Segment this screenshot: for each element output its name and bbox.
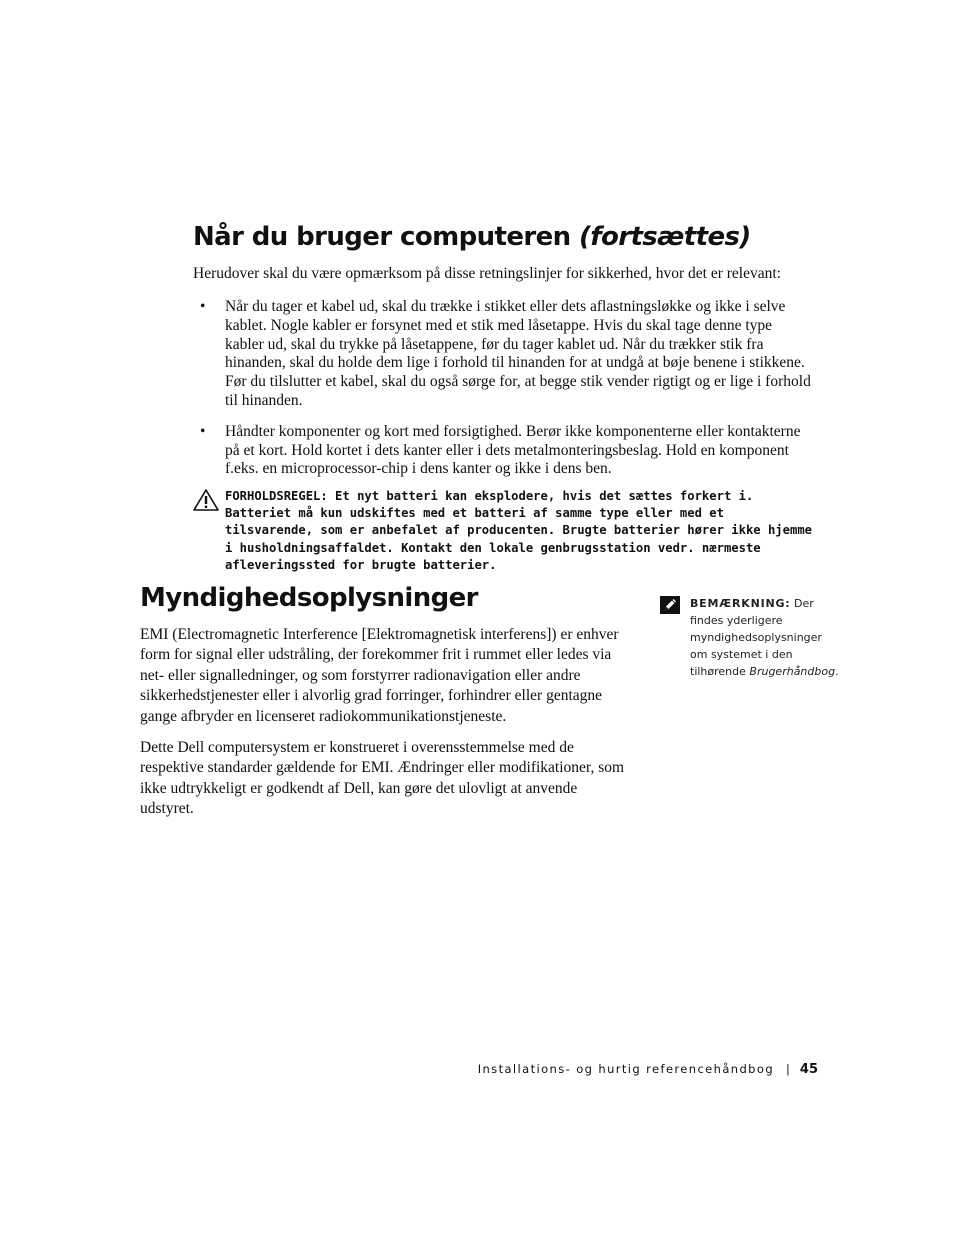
bullet-dot-icon: •: [200, 298, 206, 315]
section-heading-continued: (fortsættes): [578, 222, 751, 252]
footer-separator: |: [786, 1062, 790, 1076]
safety-bullet-list: [193, 298, 813, 491]
regulatory-heading: Myndighedsoplysninger: [140, 583, 478, 613]
bullet-item: [193, 298, 813, 411]
note-body: Der findes yderligere myndighedsoplysninger om systemet i den tilhørende: [690, 597, 822, 678]
bullet-text: Når du tager et kabel ud, skal du trække i stikket eller dets aflastningsløkke og ikke i selve kablet. Nogle kabler er forsynet med et stik med låsetappe. Hvis du skal tage denne type kabler ud, skal du trykke på låsetappene, før du tager kablet ud. Når du trækker stik fra hinanden, skal du holde dem lige i forhold til hinanden for at undgå at bøje benene i stikkene. Før du tilslutter et kabel, skal du også sørge for, at begge stik vender rigtigt og er lige i forhold til hinanden.: [225, 298, 811, 409]
regulatory-paragraph-emi: EMI (Electromagnetic Interference [Elektromagnetisk interferens]) er enhver form for signal eller udstråling, der forekommer frit i rummet eller ledes via net- eller signalledninger, og som forstyrrer radionavigation eller andre sikkerhedstjenester eller i alvorlig grad forringer, forhindrer eller gentagne gange afbryder en licenseret radiokommunikationstjeneste.: [140, 626, 619, 725]
note-pencil-icon: [660, 596, 680, 614]
side-note: [660, 595, 840, 680]
warning-triangle-icon: [193, 488, 219, 512]
section-heading-main: Når du bruger computeren: [193, 222, 571, 252]
caution-text: FORHOLDSREGEL: Et nyt batteri kan eksplodere, hvis det sættes forkert i. Batteriet må kun udskiftes med et batteri af samme type eller med et tilsvarende, som er anbefalet af producenten. Brugte batterier hører ikke hjemme i husholdningsaffaldet. Kontakt den lokale genbrugsstation vedr. nærmeste afleveringssted for brugte batterier.: [225, 489, 812, 572]
page-number: 45: [799, 1062, 818, 1077]
note-book-title: Brugerhåndbog: [749, 665, 836, 678]
page-footer: [478, 1062, 818, 1077]
section-heading: [193, 222, 751, 252]
bullet-text: Håndter komponenter og kort med forsigtighed. Berør ikke komponenterne eller kontakterne på et kort. Hold kortet i dets kanter eller i dets metalmonteringsbeslag. Hold en komponent f.eks. en microprocessor-chip i dens kanter og ikke i dens ben.: [225, 422, 801, 478]
caution-notice: [193, 488, 813, 574]
note-label: BEMÆRKNING:: [690, 597, 791, 610]
note-end: .: [835, 665, 839, 678]
intro-paragraph: Herudover skal du være opmærksom på disse retningslinjer for sikkerhed, hvor det er relevant:: [193, 265, 781, 282]
footer-title: Installations- og hurtig referencehåndbog: [477, 1062, 775, 1076]
note-text: [690, 595, 840, 680]
regulatory-paragraph-compliance: Dette Dell computersystem er konstrueret i overensstemmelse med de respektive standarder gældende for EMI. Ændringer eller modifikationer, som ikke udtrykkeligt er godkendt af Dell, kan gøre det ulovligt at anvende udstyret.: [140, 739, 625, 818]
bullet-dot-icon: •: [200, 422, 206, 440]
bullet-item: [193, 423, 813, 479]
